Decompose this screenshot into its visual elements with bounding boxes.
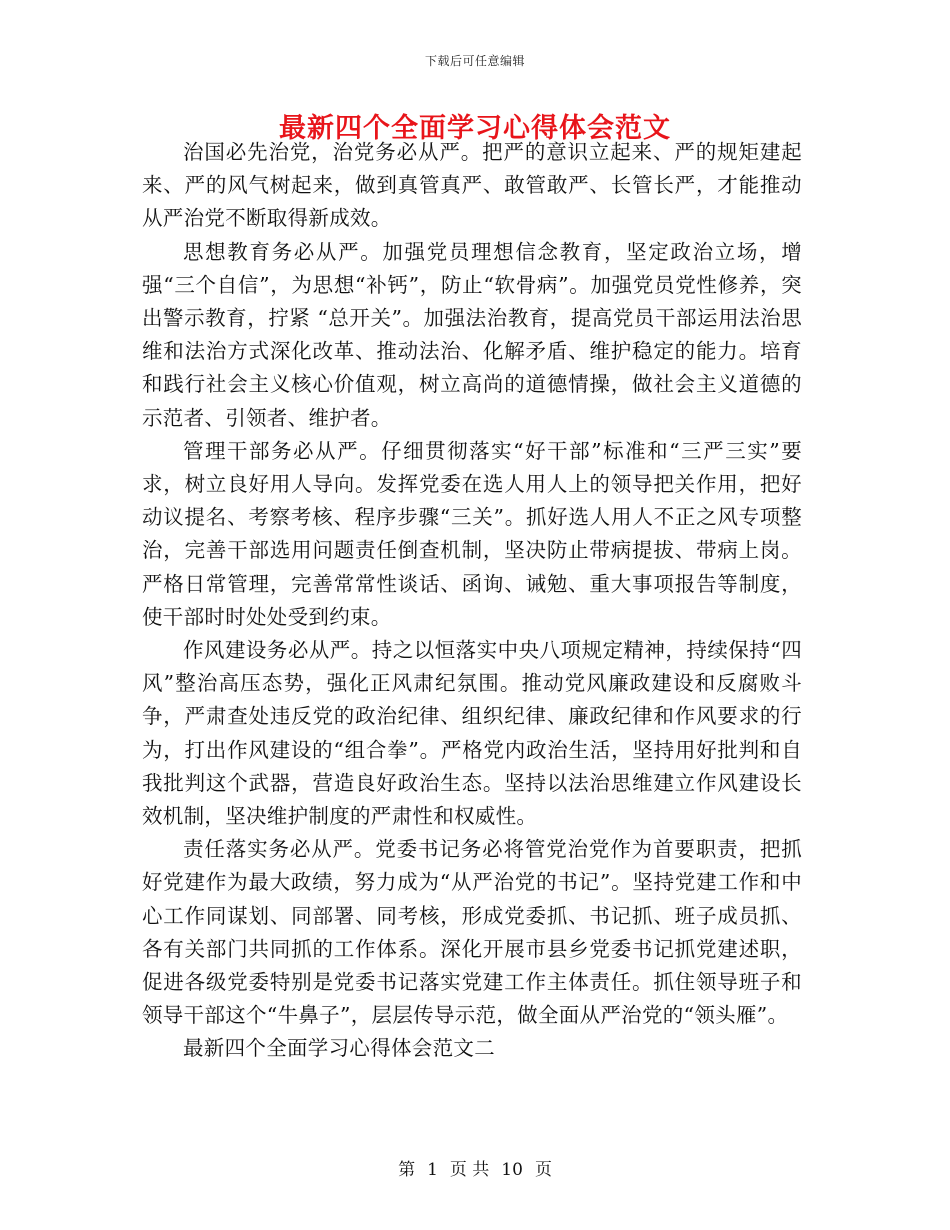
document-body <box>142 136 802 1066</box>
page-footer <box>0 1155 950 1180</box>
header-note: 下载后可任意编辑 <box>424 54 525 68</box>
paragraph: 思想教育务必从严。加强党员理想信念教育，坚定政治立场，增强“三个自信”，为思想“补钙”，防止“软骨病”。加强党员党性修养，突出警示教育，拧紧 “总开关”。加强法治教育，提高党员干部运用法治思维和法治方式深化改革、推动法治、化解矛盾、维护稳定的能力。培育和践行社会主义核心价值观，树立高尚的道德情操，做社会主义道德的示范者、引领者、维护者。 <box>142 239 802 430</box>
footer-suffix: 页 <box>534 1160 552 1180</box>
paragraph: 管理干部务必从严。仔细贯彻落实“好干部”标准和“三严三实”要求，树立良好用人导向。发挥党委在选人用人上的领导把关作用，把好动议提名、考察考核、程序步骤“三关”。抓好选人用人不正之风专项整治，完善干部选用问题责任倒查机制，坚决防止带病提拔、带病上岗。严格日常管理，完善常常性谈话、函询、诫勉、重大事项报告等制度，使干部时时处处受到约束。 <box>142 438 802 629</box>
section-heading: 最新四个全面学习心得体会范文二 <box>183 1036 495 1061</box>
footer-middle: 页 共 <box>449 1160 490 1180</box>
paragraph: 治国必先治党，治党务必从严。把严的意识立起来、严的规矩建起来、严的风气树起来，做到真管真严、敢管敢严、长管长严，才能推动从严治党不断取得新成效。 <box>142 140 802 231</box>
document-title: 最新四个全面学习心得体会范文 <box>279 113 671 144</box>
paragraph: 作风建设务必从严。持之以恒落实中央八项规定精神，持续保持“四风”整治高压态势，强化正风肃纪氛围。推动党风廉政建设和反腐败斗争，严肃查处违反党的政治纪律、组织纪律、廉政纪律和作风要求的行为，打出作风建设的“组合拳”。严格党内政治生活，坚持用好批判和自我批判这个武器，营造良好政治生态。坚持以法治思维建立作风建设长效机制，坚决维护制度的严肃性和权威性。 <box>142 638 802 829</box>
page-number: 1 <box>427 1160 438 1180</box>
paragraph: 责任落实务必从严。党委书记务必将管党治党作为首要职责，把抓好党建作为最大政绩，努力成为“从严治党的书记”。坚持党建工作和中心工作同谋划、同部署、同考核，形成党委抓、书记抓、班子成员抓、各有关部门共同抓的工作体系。深化开展市县乡党委书记抓党建述职，促进各级党委特别是党委书记落实党建工作主体责任。抓住领导班子和领导干部这个“牛鼻子”，层层传导示范，做全面从严治党的“领头雁”。 <box>142 837 802 1028</box>
footer-prefix: 第 <box>398 1160 416 1180</box>
page-total: 10 <box>501 1160 523 1180</box>
